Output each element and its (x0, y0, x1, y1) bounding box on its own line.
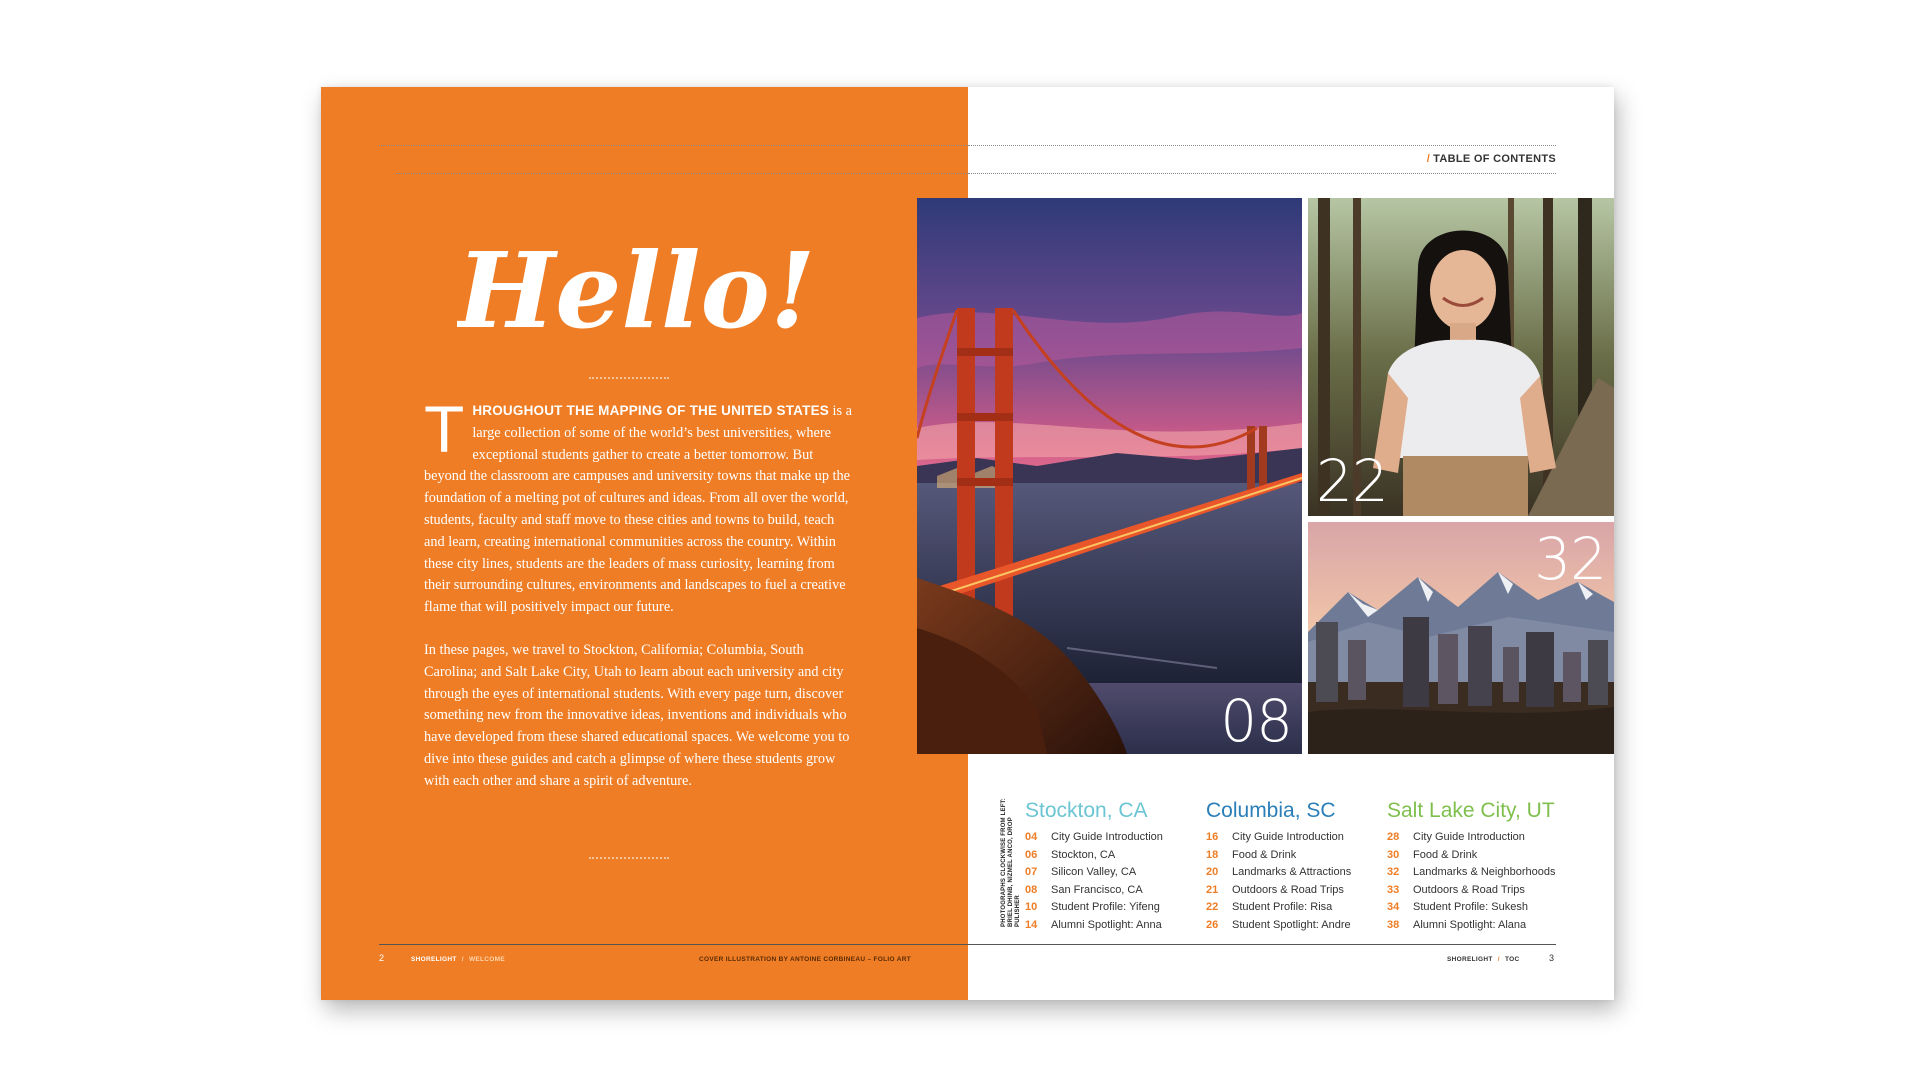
toc-page-number: 30 (1387, 848, 1400, 861)
toc-item[interactable] (1387, 917, 1555, 935)
toc-title: City Guide Introduction (1051, 831, 1163, 843)
toc-title: Outdoors & Road Trips (1413, 883, 1525, 896)
section-header (1427, 153, 1556, 165)
toc-title: Student Spotlight: Andre (1232, 918, 1351, 931)
toc-page-number: 21 (1206, 883, 1219, 896)
toc-item[interactable] (1387, 864, 1555, 882)
footer-right-separator: / (1497, 956, 1500, 963)
toc-item[interactable] (1206, 882, 1351, 900)
footer-rule-left (379, 944, 968, 945)
footer-right-label (1447, 956, 1519, 963)
toc-item[interactable] (1025, 917, 1163, 935)
intro-paragraph-2: In these pages, we travel to Stockton, California; Columbia, South Carolina; and Salt Lake City, Utah to learn about each university and city through the eyes of international students. With every page turn, discover something new from the innovative ideas, inventions and individuals who have developed from these shared educational spaces. We welcome you to dive into these guides and catch a glimpse of where these students grow with each other and share a spirit of adventure. (424, 641, 850, 789)
footer-left-section: WELCOME (468, 956, 505, 963)
page-number-city: 32 (1534, 525, 1606, 593)
footer-right-brand: SHORELIGHT (1447, 956, 1493, 963)
toc-column-salt-lake-city (1387, 799, 1555, 934)
toc-city-salt-lake-city: Salt Lake City, UT (1387, 799, 1555, 822)
toc-item[interactable] (1387, 899, 1555, 917)
toc-page-number: 26 (1206, 918, 1219, 931)
section-header-title: TABLE OF CONTENTS (1433, 153, 1556, 165)
toc-title: Alumni Spotlight: Anna (1051, 918, 1162, 931)
toc-page-number: 28 (1387, 831, 1400, 843)
toc-item[interactable] (1387, 847, 1555, 865)
toc-item[interactable] (1206, 829, 1351, 847)
page-number-right: 3 (1549, 953, 1555, 963)
drop-cap: T (424, 392, 465, 466)
toc-item[interactable] (1206, 917, 1351, 935)
toc-page-number: 16 (1206, 831, 1219, 843)
toc-title: Landmarks & Neighborhoods (1413, 866, 1556, 878)
page-number-bridge: 08 (1220, 687, 1292, 754)
footer-left-brand: SHORELIGHT (411, 956, 457, 963)
toc-title: Alumni Spotlight: Alana (1413, 918, 1527, 931)
page-number-student: 22 (1316, 447, 1388, 515)
hello-text: Hello! (457, 229, 816, 352)
toc-item[interactable] (1025, 864, 1163, 882)
toc-page-number: 18 (1206, 848, 1219, 861)
top-dotted-rule-2 (396, 173, 968, 174)
toc-page-number: 10 (1025, 901, 1038, 913)
toc-title: Student Profile: Yifeng (1051, 901, 1160, 913)
intro-paragraph-1 (424, 392, 856, 619)
toc-title: San Francisco, CA (1051, 883, 1143, 896)
toc-item[interactable] (1025, 829, 1163, 847)
toc-column-columbia (1206, 799, 1351, 934)
toc-item[interactable] (1206, 899, 1351, 917)
toc-title: Food & Drink (1413, 848, 1478, 861)
toc-page-number: 32 (1387, 866, 1400, 878)
toc-title: Student Profile: Risa (1232, 901, 1333, 913)
toc-item[interactable] (1387, 882, 1555, 900)
toc-page-number: 20 (1206, 866, 1219, 878)
toc-page-number: 04 (1025, 831, 1038, 843)
toc-item[interactable] (1206, 864, 1351, 882)
toc-title: Outdoors & Road Trips (1232, 883, 1344, 896)
toc-page-number: 33 (1387, 883, 1400, 896)
toc-page-number: 07 (1025, 866, 1038, 878)
hello-script-title (457, 219, 817, 359)
toc-item[interactable] (1206, 847, 1351, 865)
intro-text-block (424, 392, 856, 814)
toc-column-stockton (1025, 799, 1163, 934)
toc-title: Silicon Valley, CA (1051, 866, 1137, 878)
toc-item[interactable] (1025, 882, 1163, 900)
toc-page-number: 14 (1025, 918, 1038, 931)
toc-item[interactable] (1025, 899, 1163, 917)
student-portrait-photo (1308, 198, 1614, 516)
toc-title: Landmarks & Attractions (1232, 866, 1352, 878)
intro-lead: HROUGHOUT THE MAPPING OF THE UNITED STATES (472, 403, 829, 418)
toc-title: Student Profile: Sukesh (1413, 901, 1528, 913)
photo-credit-text: PHOTOGRAPHS CLOCKWISE FROM LEFT: BRIEL DHINB, NIZMEL ANCO, DROP PULISHER (1001, 798, 1021, 927)
decorative-dots-bottom (589, 857, 669, 859)
toc-page-number: 06 (1025, 848, 1038, 861)
toc-page-number: 22 (1206, 901, 1219, 913)
footer-rule-right (968, 944, 1556, 945)
top-dotted-rule-right (968, 145, 1556, 146)
toc-title: City Guide Introduction (1413, 831, 1525, 843)
header-dotted-rule-right (968, 173, 1556, 174)
toc-title: Food & Drink (1232, 848, 1297, 861)
magazine-spread (321, 87, 1614, 1000)
toc-city-columbia: Columbia, SC (1206, 799, 1336, 822)
section-header-slash: / (1426, 153, 1431, 165)
bridge-illustration (917, 198, 1302, 754)
toc-title: City Guide Introduction (1232, 831, 1344, 843)
toc-page-number: 38 (1387, 918, 1400, 931)
decorative-dots-top (589, 377, 669, 379)
toc-item[interactable] (1025, 847, 1163, 865)
photo-credit-vertical (1001, 787, 1021, 927)
footer-left-separator: / (461, 956, 464, 963)
toc-title: Stockton, CA (1051, 848, 1116, 861)
toc-city-stockton: Stockton, CA (1025, 799, 1148, 822)
footer-left-label (411, 956, 505, 963)
toc-item[interactable] (1387, 829, 1555, 847)
salt-lake-city-photo (1308, 522, 1614, 754)
left-page (321, 87, 968, 1000)
intro-paragraph-1-body: is a large collection of some of the world’s best universities, where exceptional students gather to create a better tomorrow. But beyond the classroom are campuses and university towns that make up the foundation of a melting pot of cultures and ideas. From all over the world, students, faculty and staff move to these cities and towns to build, teach and learn, creating international communities across the country. Within these city lines, students are the leaders of mass curiosity, learning from their surrounding cultures, environments and landscapes to fuel a creative flame that will positively impact our future. (424, 403, 853, 616)
footer-right-section: TOC (1504, 956, 1520, 963)
cover-illustration-credit: COVER ILLUSTRATION BY ANTOINE CORBINEAU – FOLIO ART (699, 956, 911, 963)
toc-page-number: 08 (1025, 883, 1038, 896)
top-dotted-rule (379, 145, 968, 146)
golden-gate-bridge-photo (917, 198, 1302, 754)
toc-page-number: 34 (1387, 901, 1400, 913)
page-number-left: 2 (379, 953, 385, 963)
